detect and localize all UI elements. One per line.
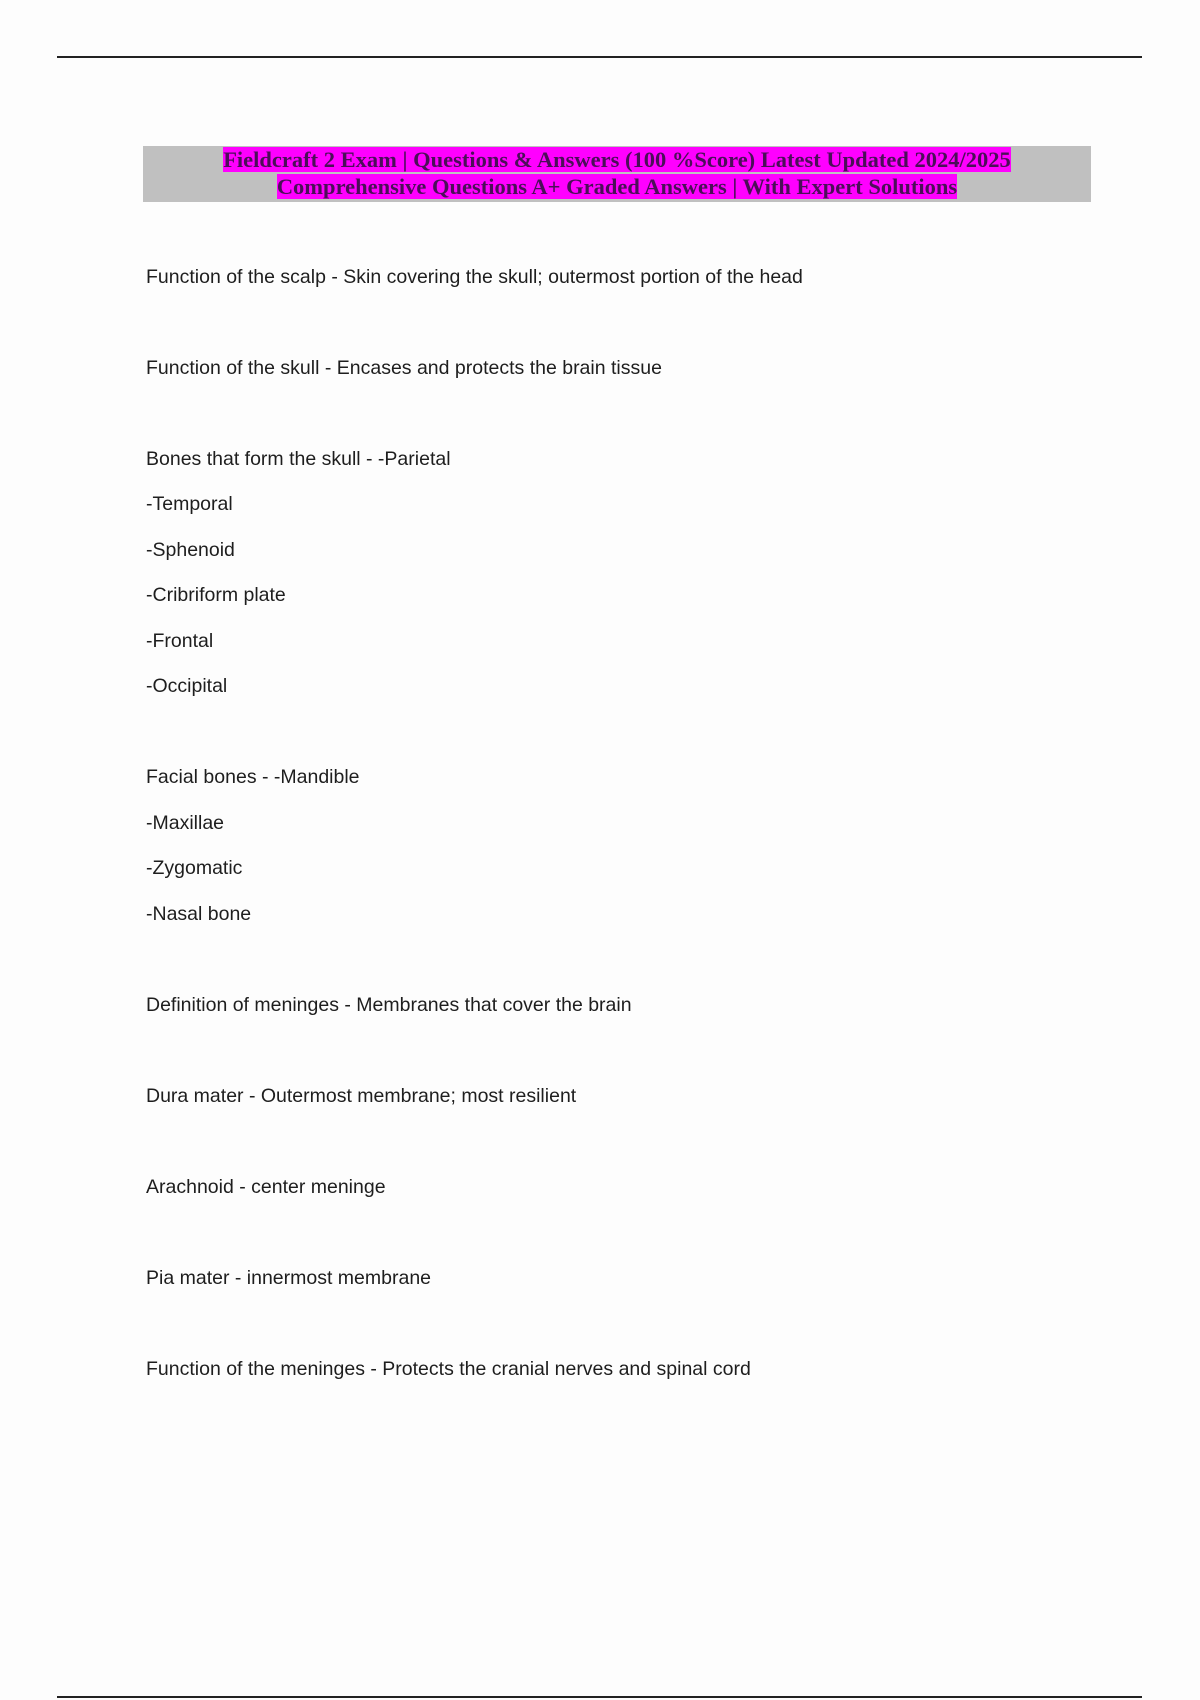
title-line-1 xyxy=(143,146,1091,173)
entry-facial-bones: Facial bones - -Mandible xyxy=(146,766,360,788)
entry-facial-bone-nasal: -Nasal bone xyxy=(146,903,252,925)
title-line-2 xyxy=(143,173,1091,200)
entry-meninges-function: Function of the meninges - Protects the cranial nerves and spinal cord xyxy=(146,1358,751,1380)
entry-skull-bone-temporal: -Temporal xyxy=(146,493,233,515)
bottom-rule xyxy=(57,1696,1142,1698)
entry-arachnoid: Arachnoid - center meninge xyxy=(146,1176,386,1198)
entry-skull-bone-sphenoid: -Sphenoid xyxy=(146,539,235,561)
title-line-1-text: Fieldcraft 2 Exam | Questions & Answers (100 %Score) Latest Updated 2024/2025 xyxy=(223,147,1011,172)
entry-skull-bone-occipital: -Occipital xyxy=(146,675,228,697)
top-rule xyxy=(57,56,1142,58)
entry-facial-bone-zygomatic: -Zygomatic xyxy=(146,857,243,879)
entry-dura-mater: Dura mater - Outermost membrane; most resilient xyxy=(146,1085,577,1107)
document-title-banner xyxy=(143,146,1091,202)
entry-pia-mater: Pia mater - innermost membrane xyxy=(146,1267,432,1289)
entry-skull-bone-frontal: -Frontal xyxy=(146,630,214,652)
entry-facial-bone-maxillae: -Maxillae xyxy=(146,812,225,834)
title-line-2-text: Comprehensive Questions A+ Graded Answers | With Expert Solutions xyxy=(276,174,958,199)
entry-scalp-function: Function of the scalp - Skin covering the skull; outermost portion of the head xyxy=(146,266,803,288)
entry-meninges-definition: Definition of meninges - Membranes that cover the brain xyxy=(146,994,632,1016)
entry-skull-bones: Bones that form the skull - -Parietal xyxy=(146,448,451,470)
entry-skull-bone-cribriform: -Cribriform plate xyxy=(146,584,286,606)
entry-skull-function: Function of the skull - Encases and protects the brain tissue xyxy=(146,357,662,379)
